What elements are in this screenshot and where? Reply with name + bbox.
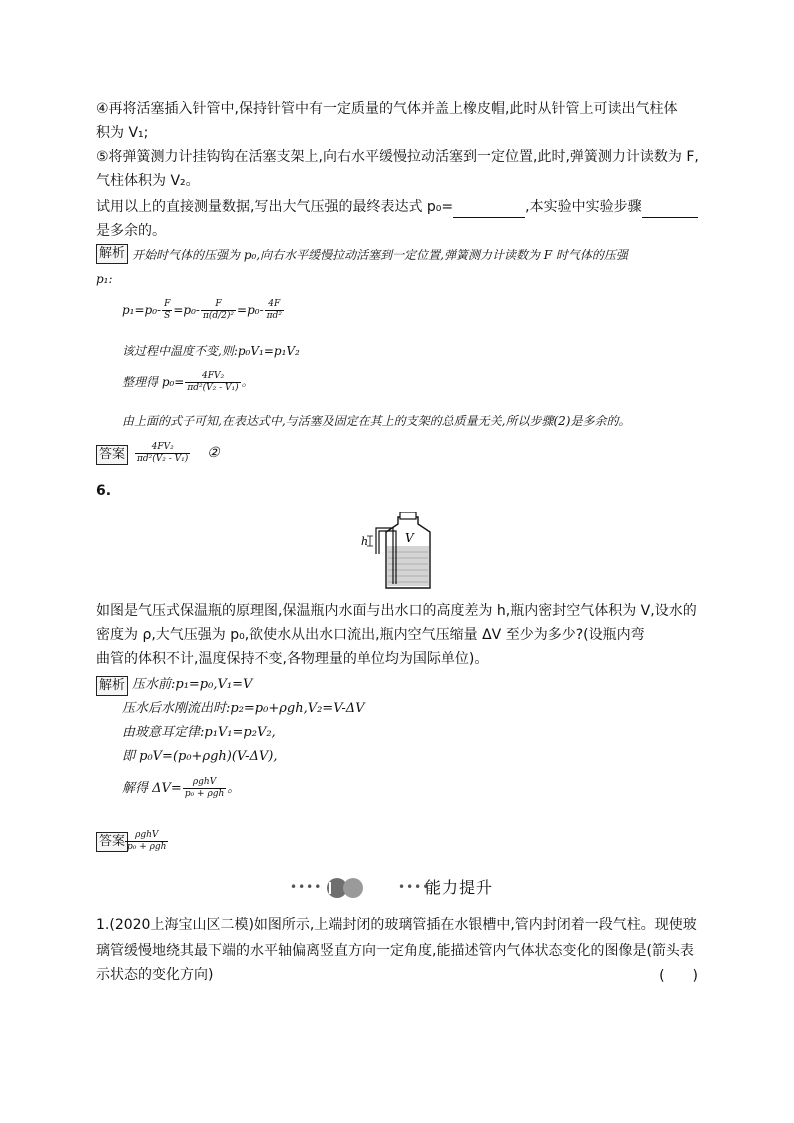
- problem-1-line3: 示状态的变化方向): [96, 967, 214, 983]
- p6-answer-tag: 答案: [96, 832, 128, 852]
- p6-answer-num: ρghV: [125, 830, 168, 842]
- p6-answer-line: [124, 826, 169, 856]
- problem-1-line1: 1.(2020上海宝山区二模)如图所示,上端封闭的玻璃管插在水银槽中,管内封闭着一段气柱。现使玻: [96, 917, 697, 933]
- eq1-fraction-1: [162, 299, 172, 322]
- result-suffix: 。: [241, 375, 254, 389]
- p6-result-fraction: [183, 777, 226, 800]
- eq1-f1-num: F: [164, 299, 171, 309]
- p6-result-den: p₀ + ρgh: [184, 789, 225, 799]
- p6-result-num: ρghV: [183, 777, 226, 789]
- label-h: h: [361, 535, 369, 548]
- eq1-f3-num: 4F: [265, 299, 284, 311]
- p6-answer-den: p₀ + ρgh: [127, 842, 167, 852]
- section-emblem-icon: [322, 877, 368, 899]
- eq1-mid: =p₀-: [173, 303, 200, 317]
- section-dots-left: ••••: [290, 880, 323, 894]
- p6-result-prefix: 解得 ΔV=: [122, 781, 182, 796]
- answer-den: πd²(V₂ - V₁): [137, 454, 189, 464]
- result-den: πd²(V₂ - V₁): [187, 383, 239, 393]
- label-v: V: [405, 531, 414, 545]
- analysis-tag: 解析: [96, 244, 128, 264]
- eq1-f1-den: S: [164, 311, 171, 321]
- p6-analysis-line3: 由玻意耳定律:p₁V₁=p₂V₂,: [122, 725, 276, 740]
- eq1-f3-den: πd²: [266, 311, 282, 321]
- bottle-cap: [400, 512, 416, 519]
- answer-blank-expression[interactable]: [453, 202, 525, 218]
- result-num: 4FV₂: [185, 371, 240, 383]
- answer-step: ②: [207, 445, 220, 461]
- section-title: 能力提升: [425, 878, 494, 897]
- analysis-line2: p₁:: [96, 272, 113, 286]
- eq1-prefix: p₁=p₀-: [122, 303, 162, 317]
- analysis-line1: 开始时气体的压强为 p₀,向右水平缓慢拉动活塞到一定位置,弹簧测力计读数为 F 时气体的压强: [132, 248, 628, 262]
- step4-line1: ④再将活塞插入针管中,保持针管中有一定质量的气体并盖上橡皮帽,此时从针管上可读出气柱体: [96, 101, 678, 117]
- answer-fraction: [135, 442, 190, 465]
- eq1-fraction-2: [201, 299, 236, 322]
- answer-line: [134, 438, 220, 468]
- step4-line2: 积为 V₁;: [96, 125, 149, 141]
- p6-analysis-line1: 压水前:p₁=p₀,V₁=V: [132, 677, 253, 692]
- p6-result-suffix: 。: [227, 781, 241, 796]
- question-line2: 是多余的。: [96, 223, 166, 239]
- question-text-b: ,本实验中实验步骤: [525, 199, 642, 215]
- answer-blank-step[interactable]: [642, 202, 698, 218]
- result-fraction: [185, 371, 240, 394]
- answer-num: 4FV₂: [135, 442, 190, 454]
- p6-analysis-line4: 即 p₀V=(p₀+ρgh)(V-ΔV),: [122, 749, 278, 764]
- p6-answer-fraction: [125, 830, 168, 853]
- thermos-figure: [360, 512, 444, 592]
- problem-6-text-line2: 密度为 ρ,大气压强为 p₀,欲使水从出水口流出,瓶内空气压缩量 ΔV 至少为多少?(设瓶内弯: [96, 627, 645, 643]
- step5-line2: 气柱体积为 V₂。: [96, 173, 200, 189]
- eq1-f2-den: π(d/2)²: [202, 311, 235, 321]
- p6-analysis-tag: 解析: [96, 676, 128, 696]
- step5-line1: ⑤将弹簧测力计挂钩钩在活塞支架上,向右水平缓慢拉动活塞到一定位置,此时,弹簧测力计读数为 F,: [96, 149, 699, 165]
- problem-6-text-line3: 曲管的体积不计,温度保持不变,各物理量的单位均为国际单位)。: [96, 651, 489, 667]
- eq1-fraction-3: [265, 299, 284, 322]
- section-header: [0, 876, 794, 900]
- problem-6-number: 6.: [96, 483, 112, 499]
- question-text-a: 试用以上的直接测量数据,写出大气压强的最终表达式 p₀=: [96, 199, 454, 215]
- result-line: [122, 368, 254, 396]
- eq1-mid2: =p₀-: [237, 303, 264, 317]
- question-line1: [96, 196, 698, 218]
- conclusion-line: 由上面的式子可知,在表达式中,与活塞及固定在其上的支架的总质量无关,所以步骤(2)是多余的。: [122, 414, 631, 428]
- answer-paren[interactable]: ( ): [659, 968, 698, 984]
- problem-1-line2: 璃管缓慢地绕其最下端的水平轴偏离竖直方向一定角度,能描述管内气体状态变化的图像是(箭头表: [96, 943, 694, 959]
- equation-1: [122, 296, 285, 324]
- eq1-f2-num: F: [201, 299, 236, 311]
- result-prefix: 整理得 p₀=: [122, 375, 185, 389]
- p6-analysis-line5: [122, 774, 240, 804]
- problem-6-text-line1: 如图是气压式保温瓶的原理图,保温瓶内水面与出水口的高度差为 h,瓶内密封空气体积为 V,设水的: [96, 603, 697, 619]
- answer-tag: 答案: [96, 445, 128, 465]
- p6-analysis-line2: 压水后水刚流出时:p₂=p₀+ρgh,V₂=V-ΔV: [122, 701, 365, 716]
- section-dots-right: ••••: [398, 880, 431, 894]
- process-line: 该过程中温度不变,则:p₀V₁=p₁V₂: [122, 344, 300, 358]
